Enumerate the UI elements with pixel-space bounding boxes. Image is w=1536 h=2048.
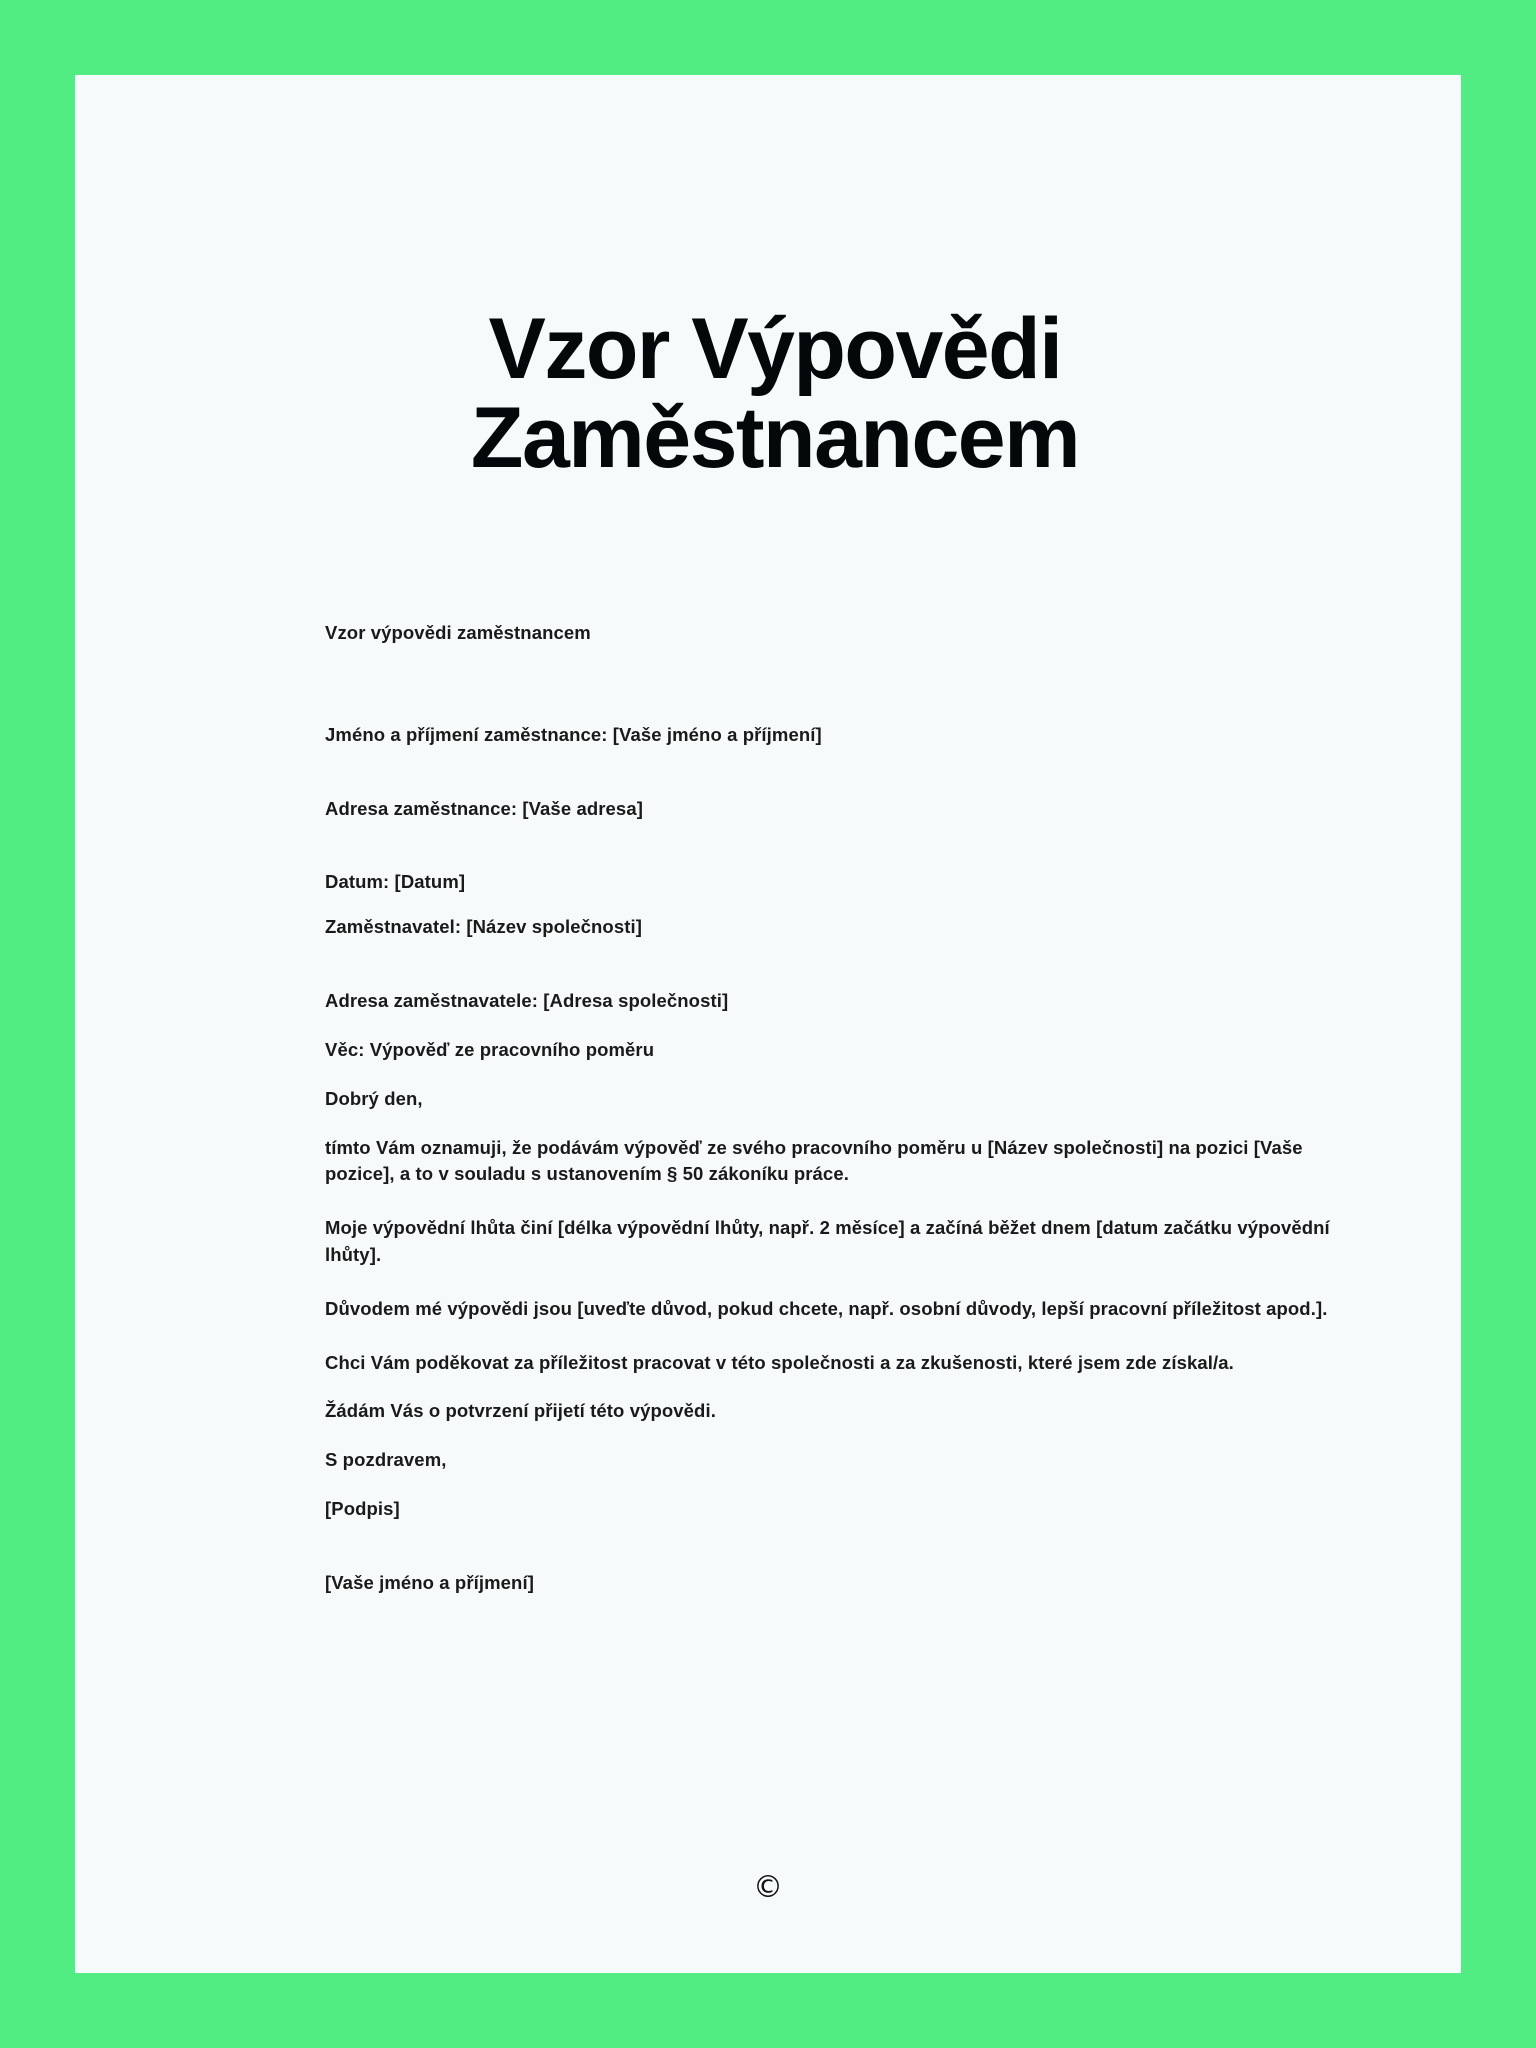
page-title: Vzor Výpovědi Zaměstnancem [470,301,1080,486]
employee-address-line: Adresa zaměstnance: [Vaše adresa] [325,797,643,819]
employee-name-line: Jméno a příjmení zaměstnance: [Vaše jméno a příjmení] [325,723,822,745]
document-sheet [75,75,1461,1973]
paragraph-1: tímto Vám oznamuji, že podávám výpověď ze svého pracovního poměru u [Název společnosti] na pozici [Vaše pozice], a to v souladu s ustanovením § 50 zákoníku práce. [325,1136,1303,1185]
letter-body [325,620,1335,1624]
paragraph-3: Důvodem mé výpovědi jsou [uveďte důvod, pokud chcete, např. osobní důvody, lepší pracovní příležitost apod.]. [325,1297,1328,1319]
paragraph-4: Chci Vám poděkovat za příležitost pracovat v této společnosti a za zkušenosti, které jsem zde získal/a. [325,1351,1234,1373]
document-subtitle: Vzor výpovědi zaměstnancem [325,622,591,643]
employer-address-line: Adresa zaměstnavatele: [Adresa společnosti] [325,990,729,1012]
signature-placeholder: [Podpis] [325,1498,400,1519]
footer [75,1870,1461,1905]
date-line: Datum: [Datum] [325,871,466,893]
paragraph-5: Žádám Vás o potvrzení přijetí této výpovědi. [325,1400,716,1422]
employer-line: Zaměstnavatel: [Název společnosti] [325,916,642,938]
greeting: Dobrý den, [325,1087,423,1109]
subject-line: Věc: Výpověď ze pracovního poměru [325,1038,655,1060]
paragraph-2: Moje výpovědní lhůta činí [délka výpovědní lhůty, např. 2 měsíce] a začíná běžet dnem [datum začátku výpovědní lhůty]. [325,1217,1330,1265]
signature-name: [Vaše jméno a příjmení] [325,1571,534,1593]
copyright-icon: © [753,1870,783,1905]
closing: S pozdravem, [325,1449,447,1471]
